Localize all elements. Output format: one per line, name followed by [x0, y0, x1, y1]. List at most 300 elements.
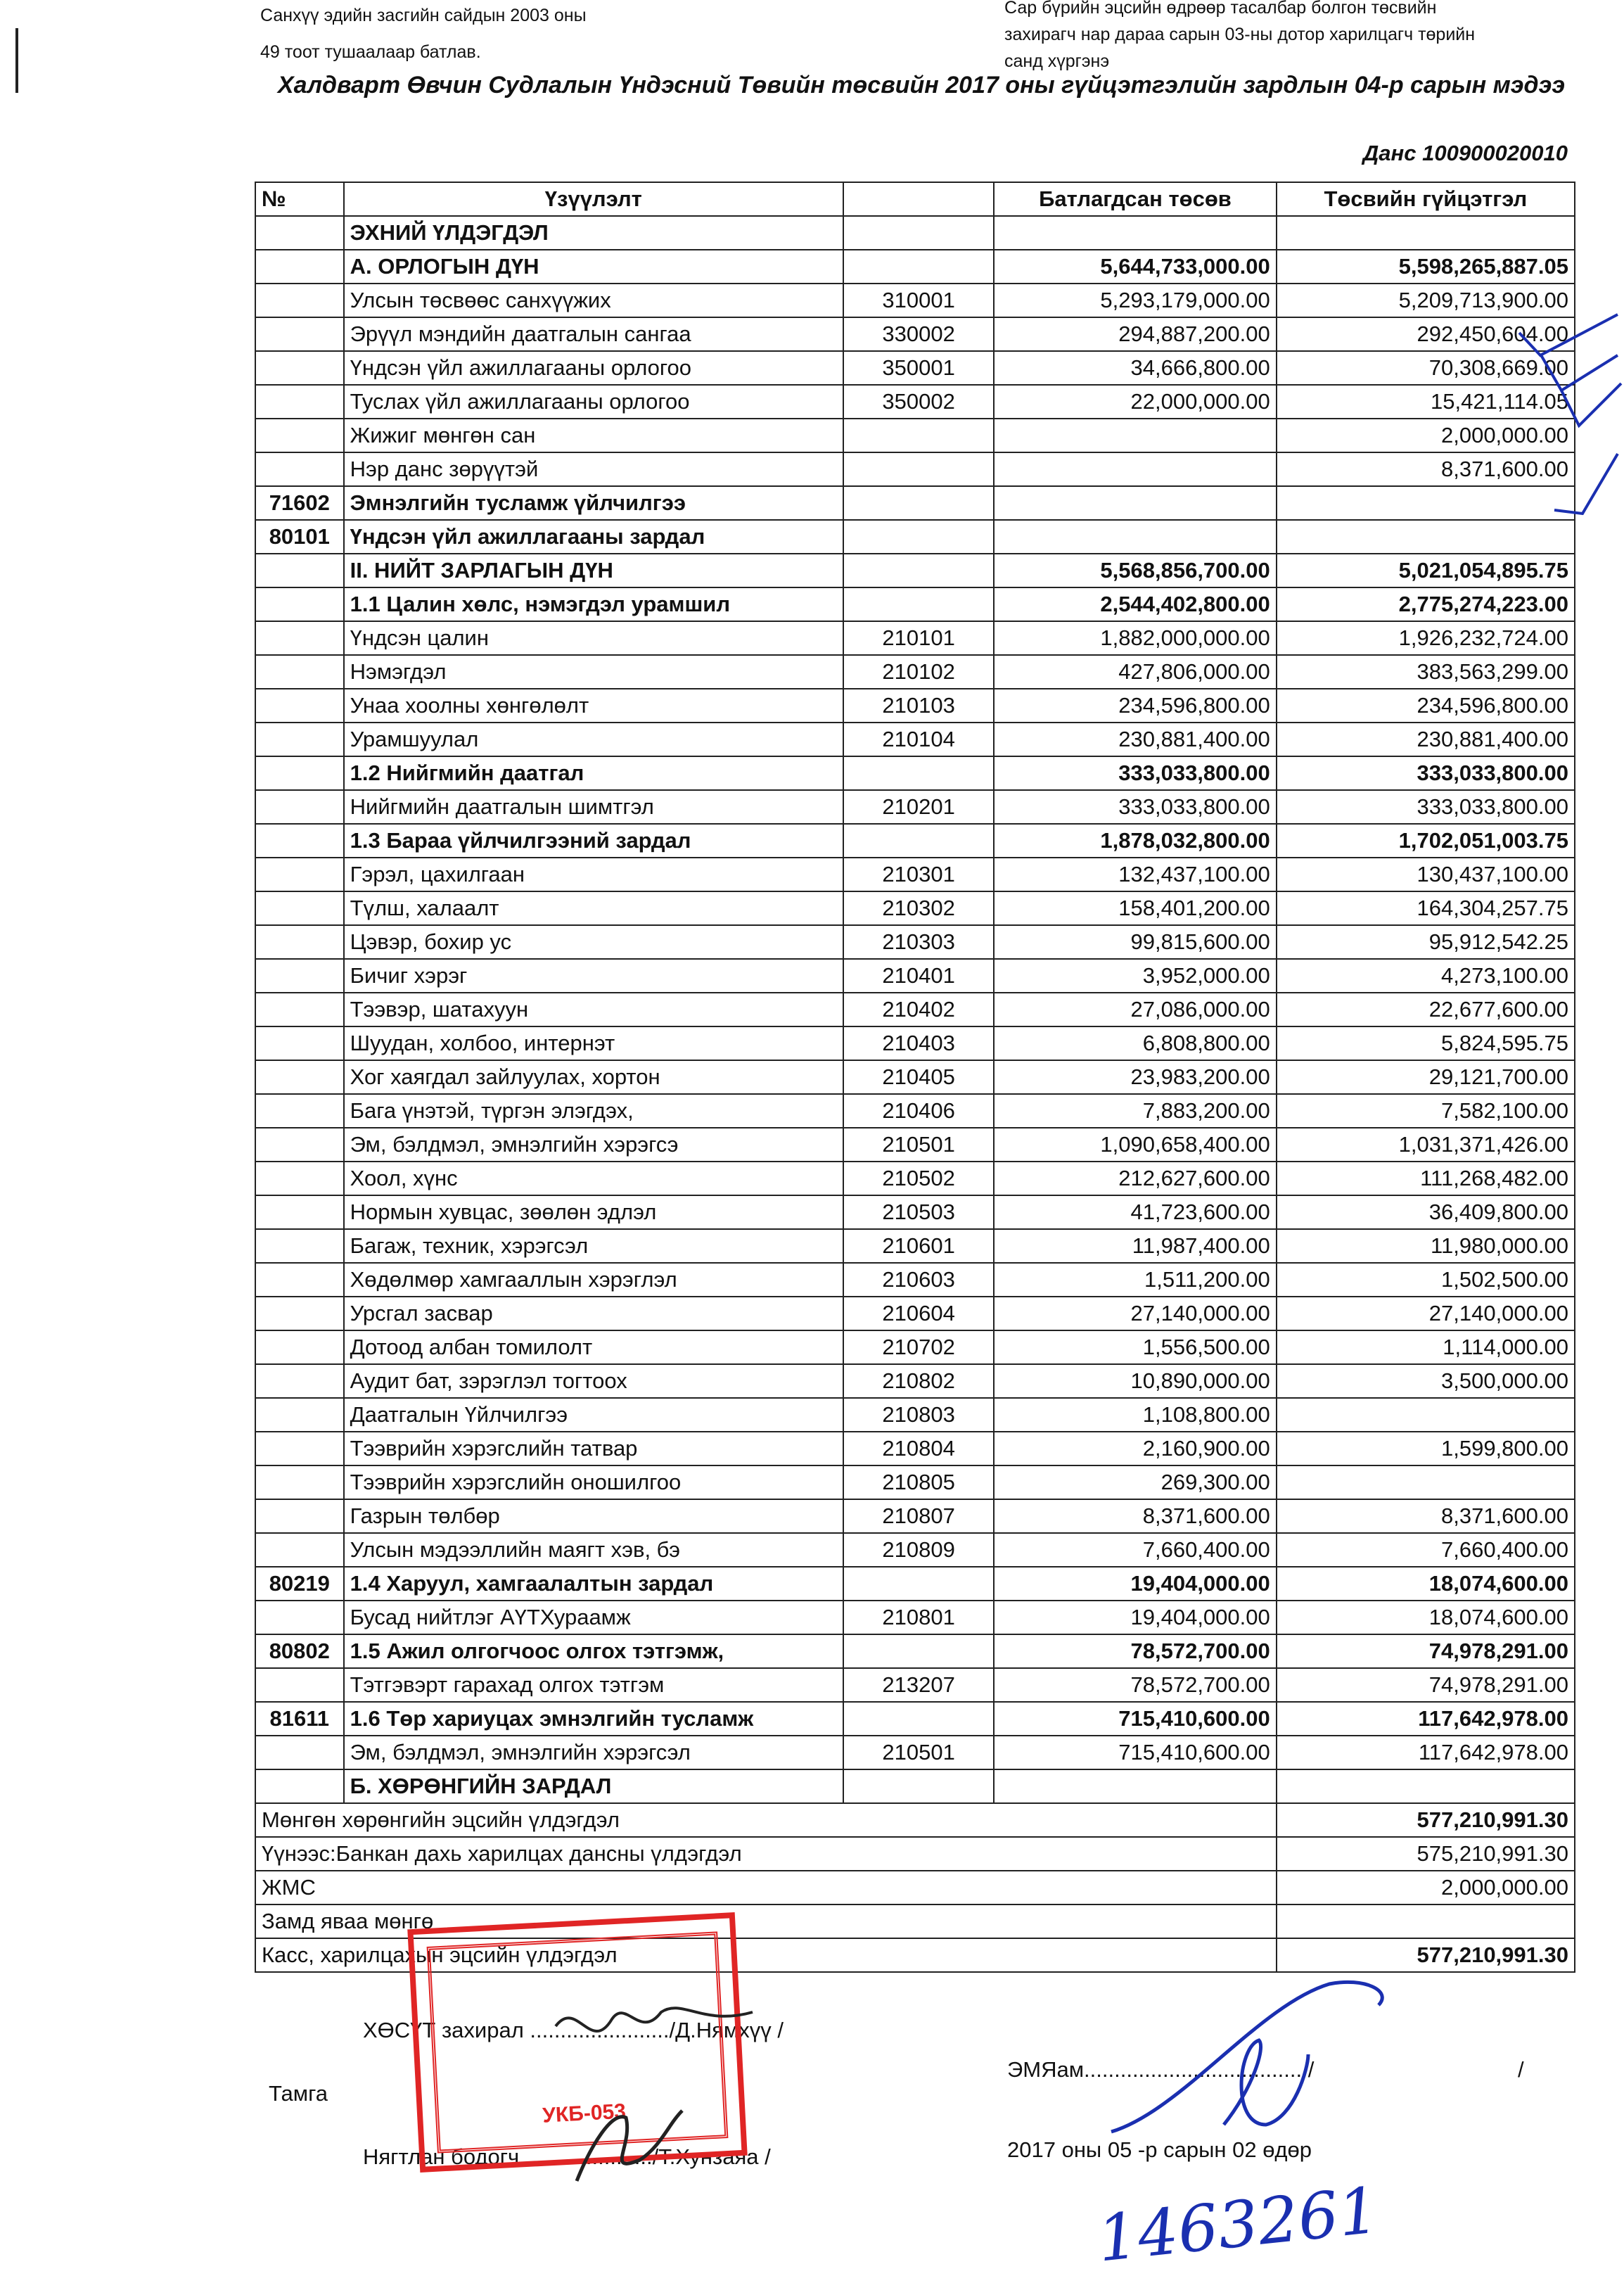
row-no: [255, 824, 344, 858]
row-name: Үндсэн цалин: [344, 621, 843, 655]
table-row: [255, 1634, 1575, 1668]
row-code: [843, 756, 994, 790]
row-code: 210601: [843, 1229, 994, 1263]
row-actual: 18,074,600.00: [1277, 1567, 1575, 1601]
row-code: 210809: [843, 1533, 994, 1567]
row-approved: 333,033,800.00: [994, 756, 1277, 790]
row-no: [255, 621, 344, 655]
table-row: [255, 1465, 1575, 1499]
row-name: Мөнгөн хөрөнгийн эцсийн үлдэгдэл: [255, 1803, 1277, 1837]
row-no: [255, 1465, 344, 1499]
row-name: Эм, бэлдмэл, эмнэлгийн хэрэгсэ: [344, 1128, 843, 1162]
row-no: [255, 351, 344, 385]
row-name: Газрын төлбөр: [344, 1499, 843, 1533]
row-name: Даатгалын Үйлчилгээ: [344, 1398, 843, 1432]
row-no: [255, 1297, 344, 1330]
row-code: 210401: [843, 959, 994, 993]
row-actual: 95,912,542.25: [1277, 925, 1575, 959]
director-signature-line: ХӨСҮТ захирал ......................./Д.Нямхүү /: [363, 2018, 784, 2042]
checkmark-icon: [1540, 354, 1618, 390]
account-number: Данс 100900020010: [1362, 141, 1568, 165]
row-name: Нормын хувцас, зөөлөн эдлэл: [344, 1195, 843, 1229]
row-approved: 7,883,200.00: [994, 1094, 1277, 1128]
row-name: 1.3 Бараа үйлчилгээний зардал: [344, 824, 843, 858]
row-actual: 1,702,051,003.75: [1277, 824, 1575, 858]
checkmark-icon: [1561, 383, 1621, 426]
row-name: Хог хаягдал зайлуулах, хортон: [344, 1060, 843, 1094]
header-right-line1: Сар бүрийн эцсийн өдрөөр тасалбар болгон төсвийн: [1004, 0, 1437, 18]
row-name: Улсын мэдээллийн маягт хэв, бэ: [344, 1533, 843, 1567]
signature-mark: [1097, 1963, 1407, 2153]
row-actual: 70,308,669.00: [1277, 351, 1575, 385]
row-approved: 8,371,600.00: [994, 1499, 1277, 1533]
row-code: [843, 216, 994, 250]
row-no: [255, 858, 344, 891]
row-no: [255, 1769, 344, 1803]
row-name: 1.4 Харуул, хамгаалалтын зардал: [344, 1567, 843, 1601]
row-no: [255, 554, 344, 587]
row-no: [255, 1668, 344, 1702]
row-actual: 117,642,978.00: [1277, 1702, 1575, 1736]
row-actual: 234,596,800.00: [1277, 689, 1575, 723]
row-no: [255, 1094, 344, 1128]
row-name: Урамшуулал: [344, 723, 843, 756]
row-code: 210301: [843, 858, 994, 891]
row-code: 210502: [843, 1162, 994, 1195]
row-code: 310001: [843, 284, 994, 317]
stamp-label: Тамга: [269, 2081, 328, 2106]
row-code: [843, 250, 994, 284]
table-row: [255, 1533, 1575, 1567]
row-name: Шуудан, холбоо, интернэт: [344, 1026, 843, 1060]
row-approved: 27,086,000.00: [994, 993, 1277, 1026]
row-code: 210302: [843, 891, 994, 925]
row-approved: 19,404,000.00: [994, 1601, 1277, 1634]
row-name: Унаа хоолны хөнгөлөлт: [344, 689, 843, 723]
row-code: [843, 419, 994, 452]
row-approved: 27,140,000.00: [994, 1297, 1277, 1330]
row-approved: 427,806,000.00: [994, 655, 1277, 689]
table-row: [255, 1026, 1575, 1060]
row-no: [255, 1060, 344, 1094]
row-name: 1.5 Ажил олгогчоос олгох тэтгэмж,: [344, 1634, 843, 1668]
row-name: ЖМС: [255, 1871, 1277, 1904]
row-actual: 2,775,274,223.00: [1277, 587, 1575, 621]
row-approved: [994, 419, 1277, 452]
row-approved: 11,987,400.00: [994, 1229, 1277, 1263]
row-name: Үндсэн үйл ажиллагааны зардал: [344, 520, 843, 554]
row-actual: 8,371,600.00: [1277, 452, 1575, 486]
row-code: 210501: [843, 1128, 994, 1162]
header-left: [260, 0, 587, 68]
row-approved: 1,882,000,000.00: [994, 621, 1277, 655]
row-approved: 234,596,800.00: [994, 689, 1277, 723]
row-name: Тээвэр, шатахуун: [344, 993, 843, 1026]
row-code: [843, 587, 994, 621]
row-name: Нийгмийн даатгалын шимтгэл: [344, 790, 843, 824]
row-no: [255, 317, 344, 351]
row-no: 80101: [255, 520, 344, 554]
row-actual: 1,502,500.00: [1277, 1263, 1575, 1297]
row-approved: 333,033,800.00: [994, 790, 1277, 824]
stamp-text: УКБ-053: [542, 2099, 627, 2128]
row-code: 210503: [843, 1195, 994, 1229]
row-code: 330002: [843, 317, 994, 351]
row-no: [255, 959, 344, 993]
row-actual: 333,033,800.00: [1277, 756, 1575, 790]
row-code: 210405: [843, 1060, 994, 1094]
row-approved: [994, 452, 1277, 486]
header-left-line1: Санхүү эдийн засгийн сайдын 2003 оны: [260, 6, 587, 25]
row-code: 210403: [843, 1026, 994, 1060]
row-name: Бусад нийтлэг АҮТХураамж: [344, 1601, 843, 1634]
row-approved: 5,568,856,700.00: [994, 554, 1277, 587]
row-code: 210102: [843, 655, 994, 689]
row-name: Хоол, хүнс: [344, 1162, 843, 1195]
table-row: [255, 452, 1575, 486]
row-code: 210807: [843, 1499, 994, 1533]
handwritten-number: 1463261: [1094, 2173, 1383, 2277]
row-approved: 3,952,000.00: [994, 959, 1277, 993]
table-row: [255, 520, 1575, 554]
table-row: [255, 1060, 1575, 1094]
row-code: 210805: [843, 1465, 994, 1499]
row-approved: 1,090,658,400.00: [994, 1128, 1277, 1162]
row-name: 1.2 Нийгмийн даатгал: [344, 756, 843, 790]
row-actual: 29,121,700.00: [1277, 1060, 1575, 1094]
report-table: [255, 182, 1575, 1973]
emyam-slash: /: [1518, 2057, 1524, 2082]
row-actual: 1,599,800.00: [1277, 1432, 1575, 1465]
row-no: [255, 1364, 344, 1398]
row-no: [255, 1398, 344, 1432]
row-name: Улсын төсвөөс санхүүжих: [344, 284, 843, 317]
row-actual: [1277, 1398, 1575, 1432]
row-name: Эм, бэлдмэл, эмнэлгийн хэрэгсэл: [344, 1736, 843, 1769]
row-approved: 1,878,032,800.00: [994, 824, 1277, 858]
row-approved: 294,887,200.00: [994, 317, 1277, 351]
row-approved: 7,660,400.00: [994, 1533, 1277, 1567]
row-code: 350001: [843, 351, 994, 385]
row-code: 210402: [843, 993, 994, 1026]
row-approved: 2,160,900.00: [994, 1432, 1277, 1465]
row-name: Нэр данс зөрүүтэй: [344, 452, 843, 486]
row-approved: [994, 1769, 1277, 1803]
row-approved: 212,627,600.00: [994, 1162, 1277, 1195]
row-no: 80802: [255, 1634, 344, 1668]
row-name: Эмнэлгийн тусламж үйлчилгээ: [344, 486, 843, 520]
header-right-line3: санд хүргэнэ: [1004, 51, 1110, 71]
row-actual: 7,660,400.00: [1277, 1533, 1575, 1567]
row-code: 210201: [843, 790, 994, 824]
table-body: [255, 216, 1575, 1972]
row-no: [255, 723, 344, 756]
row-approved: 230,881,400.00: [994, 723, 1277, 756]
accountant-signature-line: Нягтлан бодогч ...................../Т.Хунзаяа /: [363, 2144, 771, 2169]
table-row: [255, 1601, 1575, 1634]
checkmark-icon: [1554, 454, 1618, 514]
row-no: [255, 216, 344, 250]
row-actual: [1277, 520, 1575, 554]
row-name: Тээврийн хэрэгслийн оношилгоо: [344, 1465, 843, 1499]
row-actual: 130,437,100.00: [1277, 858, 1575, 891]
row-code: 210804: [843, 1432, 994, 1465]
row-no: 71602: [255, 486, 344, 520]
row-code: [843, 554, 994, 587]
table-row: [255, 858, 1575, 891]
row-name: 1.1 Цалин хөлс, нэмэгдэл урамшил: [344, 587, 843, 621]
row-no: [255, 250, 344, 284]
emyam-line: ЭМЯам.................................... /: [1007, 2057, 1315, 2082]
row-no: [255, 1736, 344, 1769]
row-approved: [994, 486, 1277, 520]
table-row: [255, 1263, 1575, 1297]
accountant-signature: [563, 2104, 689, 2188]
row-actual: 164,304,257.75: [1277, 891, 1575, 925]
row-no: [255, 1263, 344, 1297]
row-approved: 1,108,800.00: [994, 1398, 1277, 1432]
table-row: [255, 216, 1575, 250]
row-actual: 5,209,713,900.00: [1277, 284, 1575, 317]
row-no: [255, 1499, 344, 1533]
row-no: [255, 689, 344, 723]
row-no: [255, 452, 344, 486]
row-name: II. НИЙТ ЗАРЛАГЫН ДҮН: [344, 554, 843, 587]
row-actual: [1277, 1904, 1575, 1938]
row-no: [255, 1128, 344, 1162]
table-row: [255, 1803, 1575, 1837]
row-name: Урсгал засвар: [344, 1297, 843, 1330]
col-header-name: Үзүүлэлт: [344, 182, 843, 216]
row-actual: 7,582,100.00: [1277, 1094, 1575, 1128]
row-name: Үүнээс:Банкан дахь харилцах дансны үлдэгдэл: [255, 1837, 1277, 1871]
row-code: 210802: [843, 1364, 994, 1398]
row-name: ЭХНИЙ ҮЛДЭГДЭЛ: [344, 216, 843, 250]
row-actual: 18,074,600.00: [1277, 1601, 1575, 1634]
row-code: 210101: [843, 621, 994, 655]
row-actual: 3,500,000.00: [1277, 1364, 1575, 1398]
table-row: [255, 621, 1575, 655]
row-actual: 1,031,371,426.00: [1277, 1128, 1575, 1162]
report-date: 2017 оны 05 -р сарын 02 өдөр: [1007, 2137, 1312, 2162]
row-actual: 2,000,000.00: [1277, 419, 1575, 452]
header-left-line2: 49 тоот тушаалаар батлав.: [260, 42, 481, 62]
row-approved: 158,401,200.00: [994, 891, 1277, 925]
row-actual: 577,210,991.30: [1277, 1938, 1575, 1972]
table-row: [255, 756, 1575, 790]
row-actual: 111,268,482.00: [1277, 1162, 1575, 1195]
row-no: [255, 790, 344, 824]
table-row: [255, 1398, 1575, 1432]
row-code: 210702: [843, 1330, 994, 1364]
table-row: [255, 1128, 1575, 1162]
row-actual: 5,824,595.75: [1277, 1026, 1575, 1060]
row-name: Жижиг мөнгөн сан: [344, 419, 843, 452]
row-code: [843, 452, 994, 486]
col-header-no: №: [255, 182, 344, 216]
row-no: [255, 1432, 344, 1465]
row-name: Үндсэн үйл ажиллагааны орлогоо: [344, 351, 843, 385]
row-name: Б. ХӨРӨНГИЙН ЗАРДАЛ: [344, 1769, 843, 1803]
col-header-code: [843, 182, 994, 216]
row-no: 81611: [255, 1702, 344, 1736]
checkmark-icons: [1512, 313, 1624, 517]
table-header-row: [255, 182, 1575, 216]
row-code: 210303: [843, 925, 994, 959]
row-actual: 8,371,600.00: [1277, 1499, 1575, 1533]
row-code: 350002: [843, 385, 994, 419]
row-name: Тээврийн хэрэгслийн татвар: [344, 1432, 843, 1465]
row-no: [255, 1601, 344, 1634]
table-row: [255, 1094, 1575, 1128]
row-approved: 715,410,600.00: [994, 1736, 1277, 1769]
table-row: [255, 1364, 1575, 1398]
row-approved: 5,644,733,000.00: [994, 250, 1277, 284]
row-code: [843, 1567, 994, 1601]
row-name: Түлш, халаалт: [344, 891, 843, 925]
table-row: [255, 1736, 1575, 1769]
row-actual: 117,642,978.00: [1277, 1736, 1575, 1769]
row-code: 210803: [843, 1398, 994, 1432]
table-row: [255, 824, 1575, 858]
row-approved: 23,983,200.00: [994, 1060, 1277, 1094]
row-no: [255, 925, 344, 959]
row-actual: 4,273,100.00: [1277, 959, 1575, 993]
row-no: [255, 587, 344, 621]
row-name: Бага үнэтэй, түргэн элэгдэх,: [344, 1094, 843, 1128]
row-no: [255, 891, 344, 925]
row-approved: 5,293,179,000.00: [994, 284, 1277, 317]
row-name: Эрүүл мэндийн даатгалын сангаа: [344, 317, 843, 351]
row-approved: 41,723,600.00: [994, 1195, 1277, 1229]
row-actual: 22,677,600.00: [1277, 993, 1575, 1026]
table-row: [255, 689, 1575, 723]
row-actual: 577,210,991.30: [1277, 1803, 1575, 1837]
row-actual: 2,000,000.00: [1277, 1871, 1575, 1904]
row-approved: 2,544,402,800.00: [994, 587, 1277, 621]
row-actual: 575,210,991.30: [1277, 1837, 1575, 1871]
table-row: [255, 554, 1575, 587]
row-name: Цэвэр, бохир ус: [344, 925, 843, 959]
table-row: [255, 385, 1575, 419]
row-approved: 34,666,800.00: [994, 351, 1277, 385]
table-row: [255, 1702, 1575, 1736]
row-actual: [1277, 1769, 1575, 1803]
row-name: Аудит бат, зэрэглэл тогтоох: [344, 1364, 843, 1398]
checkmark-icon: [1519, 314, 1618, 355]
row-code: 213207: [843, 1668, 994, 1702]
row-no: [255, 284, 344, 317]
table-row: [255, 419, 1575, 452]
table-row: [255, 587, 1575, 621]
row-code: [843, 1702, 994, 1736]
row-approved: 19,404,000.00: [994, 1567, 1277, 1601]
col-header-approved: Батлагдсан төсөв: [994, 182, 1277, 216]
row-name: Касс, харилцахын эцсийн үлдэгдэл: [255, 1938, 1277, 1972]
header-right-line2: захирагч нар дараа сарын 03-ны дотор харилцагч төрийн: [1004, 25, 1476, 44]
row-approved: 10,890,000.00: [994, 1364, 1277, 1398]
row-name: Туслах үйл ажиллагааны орлогоо: [344, 385, 843, 419]
row-no: [255, 1229, 344, 1263]
row-code: [843, 824, 994, 858]
row-name: Тэтгэвэрт гарахад олгох тэтгэм: [344, 1668, 843, 1702]
table-row: [255, 1871, 1575, 1904]
row-code: 210103: [843, 689, 994, 723]
row-no: 80219: [255, 1567, 344, 1601]
row-no: [255, 655, 344, 689]
row-name: А. ОРЛОГЫН ДҮН: [344, 250, 843, 284]
row-actual: 74,978,291.00: [1277, 1668, 1575, 1702]
row-name: Дотоод албан томилолт: [344, 1330, 843, 1364]
row-approved: 269,300.00: [994, 1465, 1277, 1499]
table-row: [255, 486, 1575, 520]
table-row: [255, 1432, 1575, 1465]
table-row: [255, 1837, 1575, 1871]
row-name: Замд яваа мөнгө: [255, 1904, 1277, 1938]
header-right: [1004, 0, 1475, 75]
row-no: [255, 419, 344, 452]
row-no: [255, 756, 344, 790]
row-code: 210501: [843, 1736, 994, 1769]
table-row: [255, 1567, 1575, 1601]
row-actual: 36,409,800.00: [1277, 1195, 1575, 1229]
row-code: [843, 1634, 994, 1668]
row-no: [255, 1533, 344, 1567]
row-actual: 230,881,400.00: [1277, 723, 1575, 756]
row-approved: 6,808,800.00: [994, 1026, 1277, 1060]
row-approved: 1,511,200.00: [994, 1263, 1277, 1297]
row-code: [843, 520, 994, 554]
row-actual: 74,978,291.00: [1277, 1634, 1575, 1668]
row-code: [843, 1769, 994, 1803]
table-row: [255, 284, 1575, 317]
row-name: 1.6 Төр хариуцах эмнэлгийн тусламж: [344, 1702, 843, 1736]
table-row: [255, 1769, 1575, 1803]
row-no: [255, 1162, 344, 1195]
row-name: Гэрэл, цахилгаан: [344, 858, 843, 891]
row-no: [255, 1195, 344, 1229]
row-code: 210801: [843, 1601, 994, 1634]
row-no: [255, 1330, 344, 1364]
row-actual: 11,980,000.00: [1277, 1229, 1575, 1263]
row-actual: 1,114,000.00: [1277, 1330, 1575, 1364]
row-code: 210406: [843, 1094, 994, 1128]
row-approved: 99,815,600.00: [994, 925, 1277, 959]
row-no: [255, 993, 344, 1026]
left-margin-mark: [15, 28, 18, 93]
row-code: [843, 486, 994, 520]
director-signature: [549, 1984, 760, 2068]
row-actual: 15,421,114.05: [1277, 385, 1575, 419]
row-actual: 27,140,000.00: [1277, 1297, 1575, 1330]
row-name: Бичиг хэрэг: [344, 959, 843, 993]
report-title: Халдварт Өвчин Судлалын Үндэсний Төвийн төсвийн 2017 оны гүйцэтгэлийн зардлын 04-р сарын мэдээ: [277, 72, 1566, 98]
row-actual: [1277, 1465, 1575, 1499]
row-approved: [994, 216, 1277, 250]
row-no: [255, 1026, 344, 1060]
table-row: [255, 790, 1575, 824]
col-header-actual: Төсвийн гүйцэтгэл: [1277, 182, 1575, 216]
row-approved: 1,556,500.00: [994, 1330, 1277, 1364]
row-actual: 1,926,232,724.00: [1277, 621, 1575, 655]
table-row: [255, 1330, 1575, 1364]
row-actual: 292,450,604.00: [1277, 317, 1575, 351]
table-row: [255, 723, 1575, 756]
row-approved: 22,000,000.00: [994, 385, 1277, 419]
table-row: [255, 1297, 1575, 1330]
row-approved: 132,437,100.00: [994, 858, 1277, 891]
row-code: 210104: [843, 723, 994, 756]
